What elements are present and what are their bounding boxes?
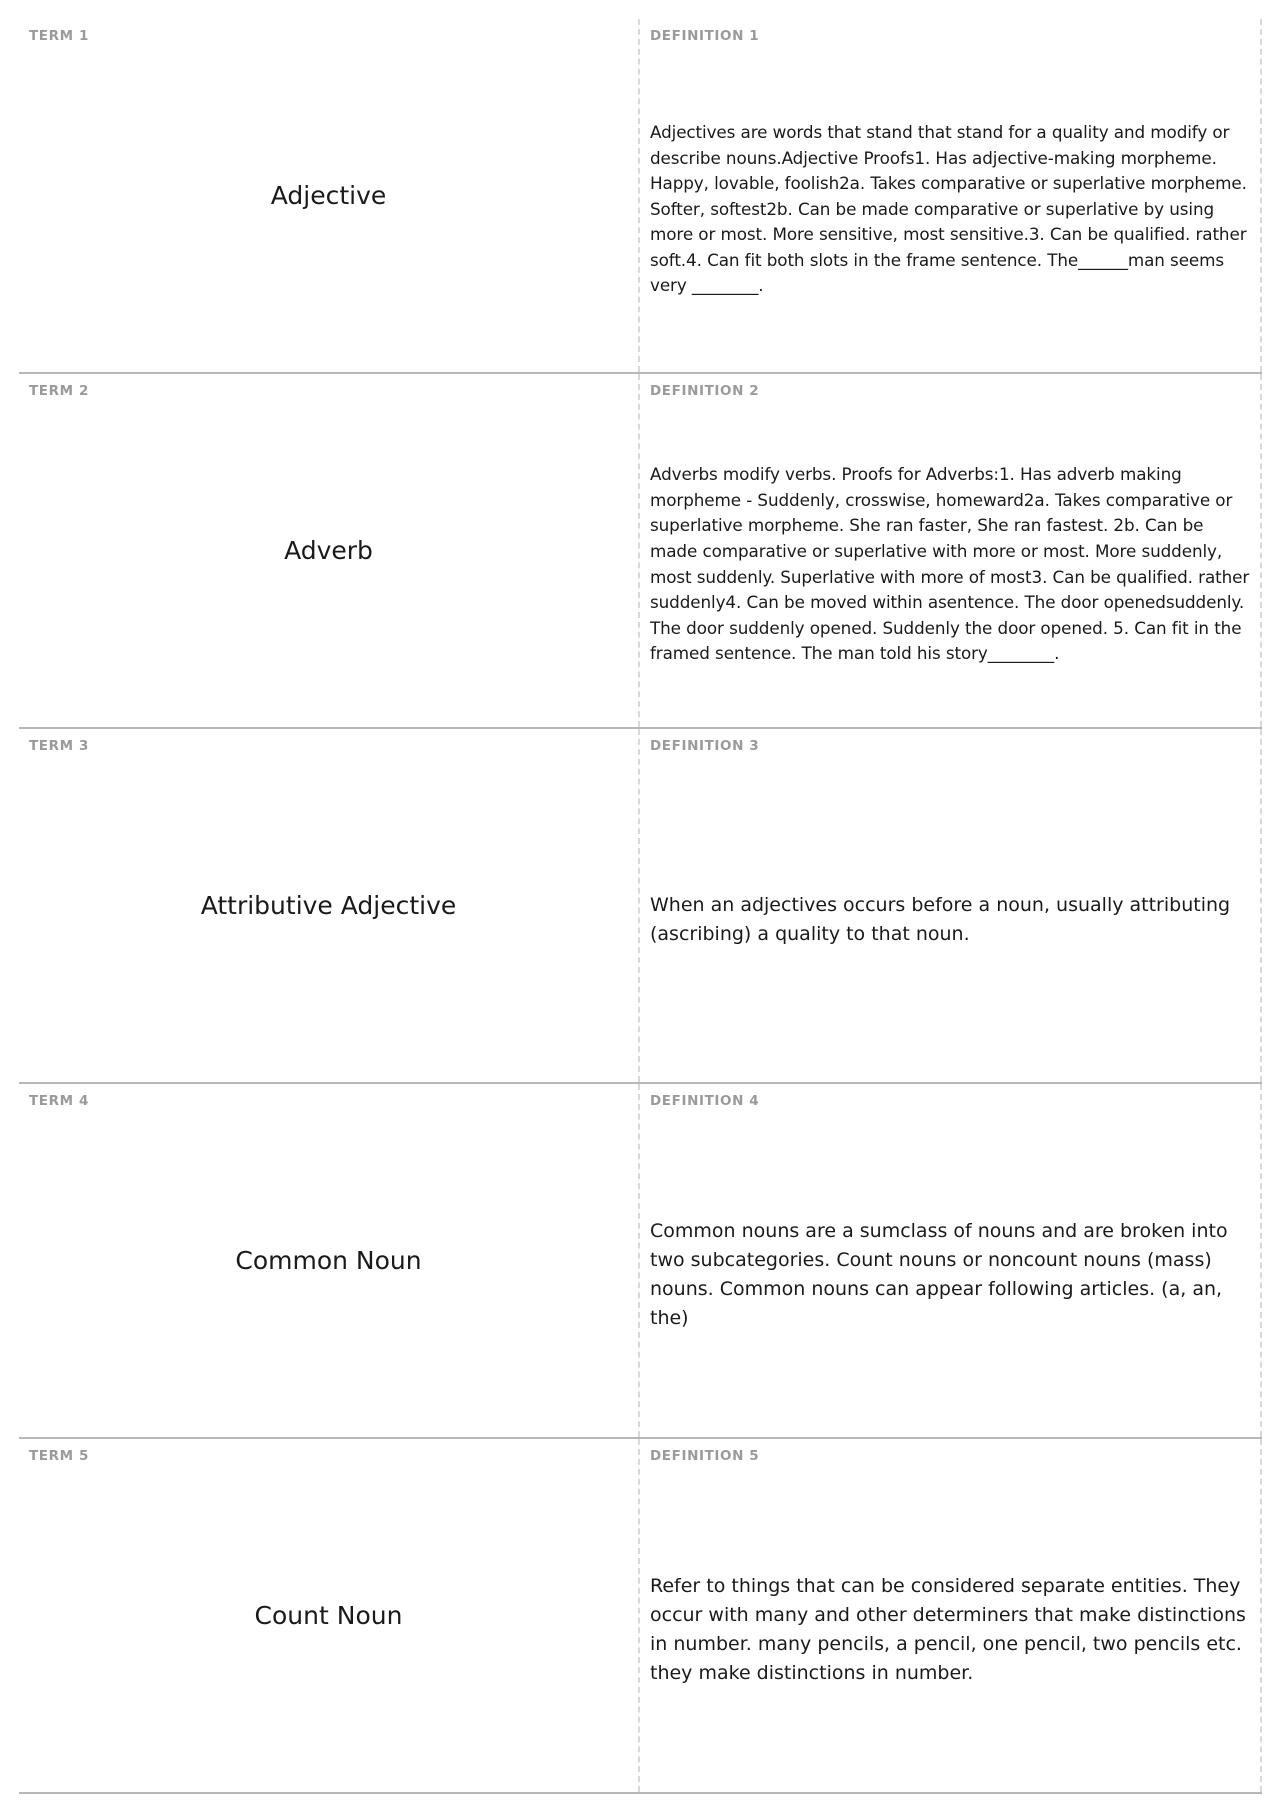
term-text: Common Noun — [235, 1246, 422, 1275]
card-row-1 — [19, 19, 1262, 374]
definition-cell — [640, 1439, 1262, 1792]
card-row-2 — [19, 374, 1262, 729]
definition-label: DEFINITION 3 — [650, 738, 760, 754]
flashcard-sheet — [19, 19, 1262, 1794]
term-text: Count Noun — [254, 1601, 403, 1630]
term-label: TERM 4 — [29, 1093, 89, 1109]
term-text: Adverb — [284, 536, 373, 565]
term-cell — [19, 1084, 640, 1437]
term-label: TERM 1 — [29, 28, 89, 44]
definition-text: Adjectives are words that stand that stand for a quality and modify or describe nouns.Adjective Proofs1. Has adjective-making morpheme. Happy, lovable, foolish2a. Takes comparative or superlative morpheme. Softer, softest2b. Can be made comparative or superlative by using more or most. More sensitive, most sensitive.3. Can be qualified. rather soft.4. Can fit both slots in the frame sentence. The______man seems very ________. — [650, 121, 1247, 296]
definition-text: Adverbs modify verbs. Proofs for Adverbs:1. Has adverb making morpheme - Suddenly, crosswise, homeward2a. Takes comparative or superlative morpheme. She ran faster, She ran fastest. 2b. Can be made comparative or superlative with more or most. More suddenly, most suddenly. Superlative with more of most3. Can be qualified. rather suddenly4. Can be moved within asentence. The door openedsuddenly. The door suddenly opened. Suddenly the door opened. 5. Can fit in the framed sentence. The man told his story________. — [650, 464, 1250, 664]
definition-label: DEFINITION 5 — [650, 1448, 760, 1464]
term-label: TERM 5 — [29, 1448, 89, 1464]
card-row-4 — [19, 1084, 1262, 1439]
definition-text: Common nouns are a sumclass of nouns and are broken into two subcategories. Count nouns or noncount nouns (mass) nouns. Common nouns can appear following articles. (a, an, the) — [650, 1219, 1228, 1329]
term-label: TERM 3 — [29, 738, 89, 754]
definition-label: DEFINITION 1 — [650, 28, 760, 44]
definition-cell — [640, 19, 1262, 372]
definition-cell — [640, 1084, 1262, 1437]
term-text: Attributive Adjective — [200, 891, 457, 920]
term-cell — [19, 729, 640, 1082]
definition-text: Refer to things that can be considered separate entities. They occur with many and other determiners that make distinctions in number. many pencils, a pencil, one pencil, two pencils etc. they make distinctions in number. — [650, 1574, 1246, 1684]
card-row-3 — [19, 729, 1262, 1084]
definition-cell — [640, 729, 1262, 1082]
term-cell — [19, 19, 640, 372]
term-label: TERM 2 — [29, 383, 89, 399]
term-cell — [19, 374, 640, 727]
definition-label: DEFINITION 4 — [650, 1093, 760, 1109]
term-cell — [19, 1439, 640, 1792]
definition-cell — [640, 374, 1262, 727]
term-text: Adjective — [270, 181, 387, 210]
definition-text: When an adjectives occurs before a noun, usually attributing (ascribing) a quality to that noun. — [650, 893, 1231, 945]
definition-label: DEFINITION 2 — [650, 383, 760, 399]
card-row-5 — [19, 1439, 1262, 1794]
